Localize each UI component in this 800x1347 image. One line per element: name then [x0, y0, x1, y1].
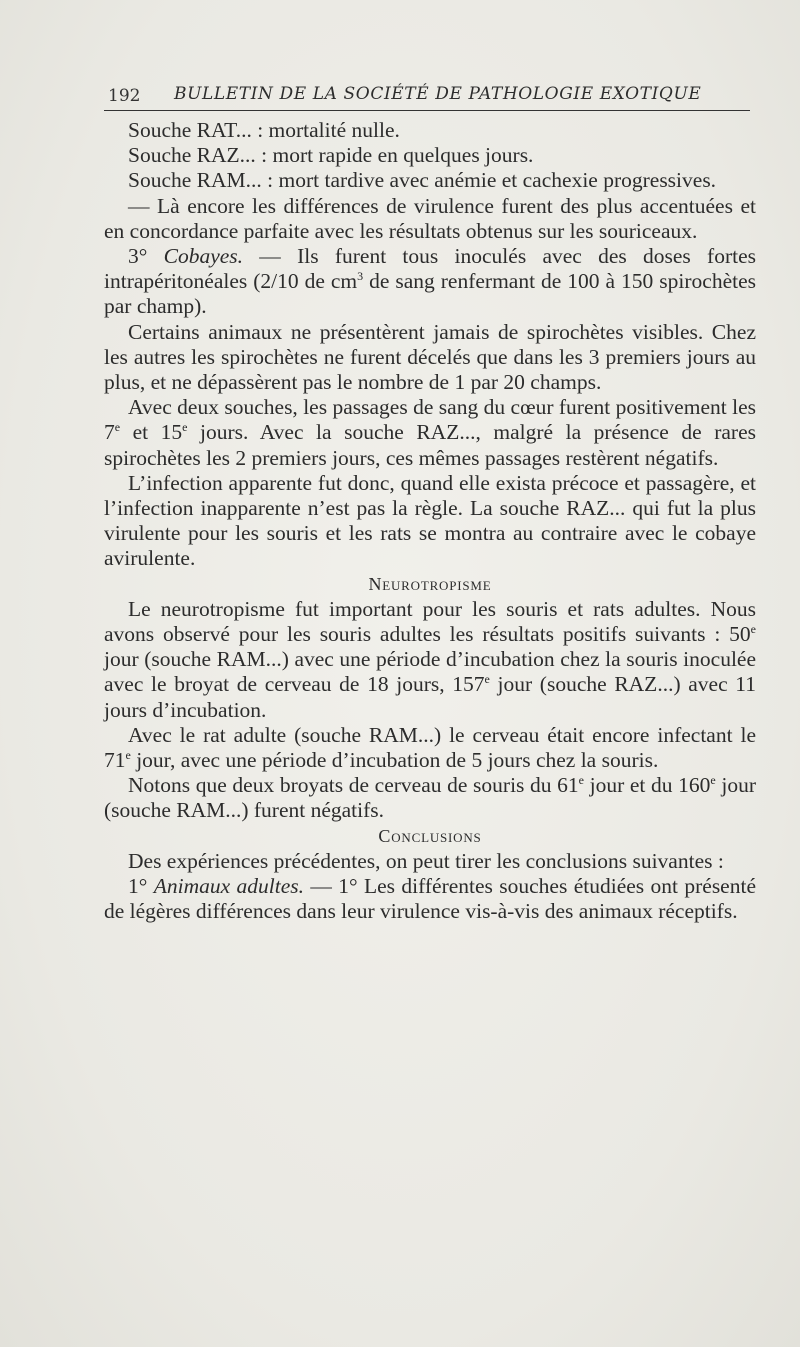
strain-line-rat: Souche RAT... : mortalité nulle.	[128, 118, 400, 142]
section-number: 3°	[128, 244, 148, 269]
paragraph-text: Le neurotropisme fut important pour les souris et rats adultes. Nous avons observé pour les souris adultes les résultats positifs suivants : 50	[104, 596, 756, 647]
paragraph-text: Avec deux souches, les passages de sang du cœur furent positivement les 7	[104, 395, 756, 445]
paragraph-text: et 15	[120, 420, 183, 445]
paragraph-text: — 1° Les différentes souches étudiées ont présenté de légères différences dans leur virulence vis-à-vis des animaux réceptifs.	[104, 874, 756, 924]
paragraph-neurotropisme-2	[104, 723, 756, 773]
header-rule	[104, 110, 750, 111]
paragraph-cobayes	[104, 244, 756, 320]
page-header	[108, 82, 748, 110]
strain-line-raz: Souche RAZ... : mort rapide en quelques jours.	[128, 143, 534, 168]
paragraph-text: jours. Avec la souche RAZ..., malgré la présence de rares spirochètes les 2 premiers jours, ces mêmes passages restèrent négatifs.	[104, 420, 756, 470]
superscript: e	[710, 773, 716, 788]
paragraph-text: jour (souche RAM...) avec une période d’incubation chez la souris inoculée avec le broyat de cerveau de 18 jours, 157	[104, 647, 756, 697]
section-label-animaux-adultes: Animaux adultes.	[153, 874, 305, 899]
section-number: 1°	[128, 874, 148, 899]
paragraph-text: de sang renfermant de 100 à 150 spirochètes par champ).	[104, 269, 756, 319]
section-label-cobayes: Cobayes.	[163, 244, 244, 269]
superscript: 3	[357, 269, 364, 284]
superscript: e	[484, 672, 490, 687]
strain-line-ram: Souche RAM... : mort tardive avec anémie et cachexie progressives.	[128, 168, 717, 193]
paragraph-text: jour (souche RAZ...) avec 11 jours d’incubation.	[104, 672, 756, 722]
page-number: 192	[108, 86, 141, 106]
paragraph-certains-animaux: Certains animaux ne présentèrent jamais de spirochètes visibles. Chez les autres les spirochètes ne furent décelés que dans les 3 premiers jours au plus, et ne dépassèrent pas le nombre de 1 par 20 champs.	[104, 319, 756, 395]
paragraph-neurotropisme-1	[104, 597, 756, 723]
paragraph-deux-souches	[104, 395, 756, 471]
superscript: e	[578, 773, 584, 788]
superscript: e	[182, 420, 188, 435]
paragraph-conclusions-intro: Des expériences précédentes, on peut tirer les conclusions suivantes :	[128, 848, 724, 873]
paragraph-text: jour, avec une période d’incubation de 5 jours chez la souris.	[130, 748, 659, 773]
paragraph-infection: L’infection apparente fut donc, quand elle exista précoce et passagère, et l’infection inapparente n’est pas la règle. La souche RAZ... qui fut la plus virulente pour les souris et les rats se montra au contraire avec le cobaye avirulente.	[104, 470, 756, 571]
section-heading-neurotropisme: Neurotropisme	[368, 573, 492, 594]
paragraph-text: Avec le rat adulte (souche RAM...) le cerveau était encore infectant le 71	[104, 722, 756, 773]
paragraph-virulence-differences: — Là encore les différences de virulence furent des plus accentuées et en concordance parfaite avec les résultats obtenus sur les souriceaux.	[104, 193, 756, 243]
paragraph-text: jour et du 160	[584, 773, 711, 798]
paragraph-neurotropisme-3	[104, 773, 756, 823]
superscript: e	[125, 747, 131, 762]
superscript: e	[750, 621, 756, 636]
running-title: BULLETIN DE LA SOCIÉTÉ DE PATHOLOGIE EXOTIQUE	[174, 84, 702, 104]
paragraph-text: jour (souche RAM...) furent négatifs.	[104, 773, 756, 823]
section-heading-conclusions: Conclusions	[378, 825, 482, 846]
paragraph-text: — Ils furent tous inoculés avec des doses fortes intrapéritonéales (2/10 de cm	[104, 244, 757, 294]
body-text	[104, 118, 756, 925]
paragraph-animaux-adultes	[104, 874, 756, 924]
paragraph-text: Notons que deux broyats de cerveau de souris du 61	[128, 773, 579, 798]
superscript: e	[114, 420, 121, 435]
